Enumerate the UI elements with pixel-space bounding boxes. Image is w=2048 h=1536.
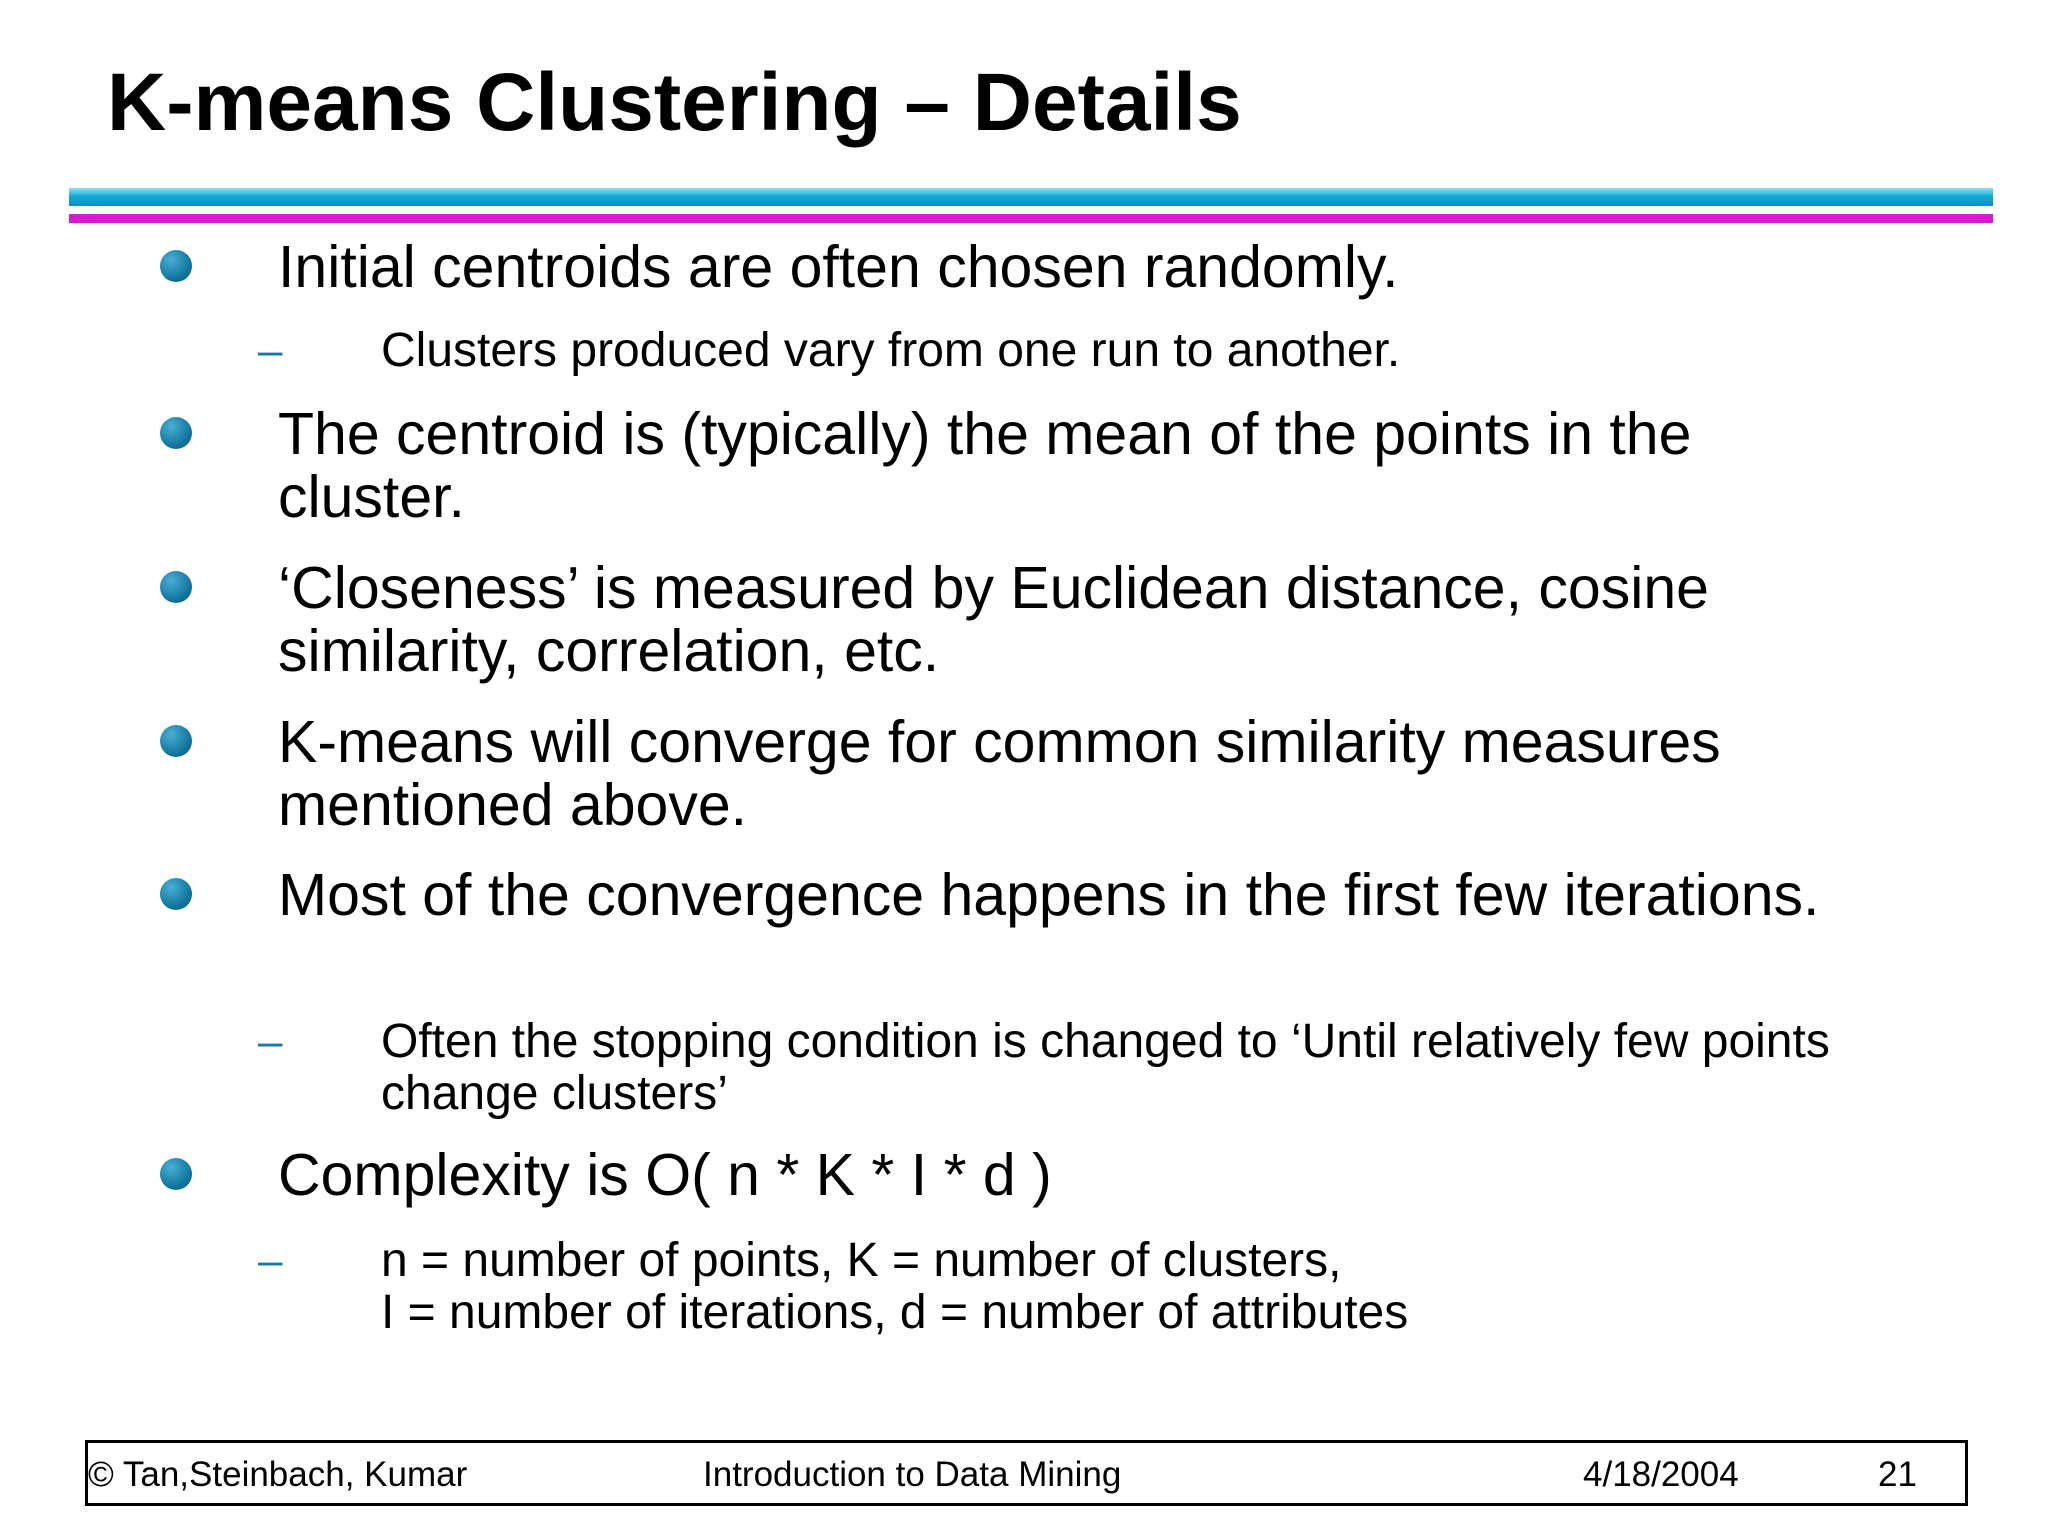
footer-page-number: 21 bbox=[1878, 1455, 1917, 1494]
bullet-text: The centroid is (typically) the mean of the points in the cluster. bbox=[278, 401, 1692, 530]
bullet-dot-icon bbox=[160, 417, 192, 449]
sub-bullet-text: n = number of points, K = number of clusters, I = number of iterations, d = number of attributes bbox=[381, 1234, 1409, 1339]
sub-bullet-text: Clusters produced vary from one run to another. bbox=[381, 324, 1401, 377]
bullet-text: Complexity is O( n * K * I * d ) bbox=[278, 1142, 1052, 1208]
dash-icon: – bbox=[258, 326, 283, 375]
dash-icon: – bbox=[258, 1236, 283, 1285]
bullet-text: Most of the convergence happens in the first few iterations. bbox=[278, 862, 1820, 928]
slide-title: K-means Clustering – Details bbox=[107, 57, 1242, 148]
footer-course: Introduction to Data Mining bbox=[703, 1455, 1122, 1494]
bullet-text: Initial centroids are often chosen randomly. bbox=[278, 234, 1399, 300]
bullet-dot-icon bbox=[160, 571, 192, 603]
bullet-text: K-means will converge for common similarity measures mentioned above. bbox=[278, 709, 1721, 838]
bullet-text: ‘Closeness’ is measured by Euclidean distance, cosine similarity, correlation, etc. bbox=[278, 555, 1709, 684]
bullet-dot-icon bbox=[160, 250, 192, 282]
footer-copyright: © Tan,Steinbach, Kumar bbox=[88, 1455, 468, 1494]
footer-date: 4/18/2004 bbox=[1583, 1455, 1739, 1494]
bullet-dot-icon bbox=[160, 725, 192, 757]
sub-bullet-text: Often the stopping condition is changed to ‘Until relatively few points change clusters’ bbox=[381, 1015, 1830, 1120]
bullet-dot-icon bbox=[160, 1158, 192, 1190]
bullet-dot-icon bbox=[160, 878, 192, 910]
dash-icon: – bbox=[258, 1017, 283, 1066]
